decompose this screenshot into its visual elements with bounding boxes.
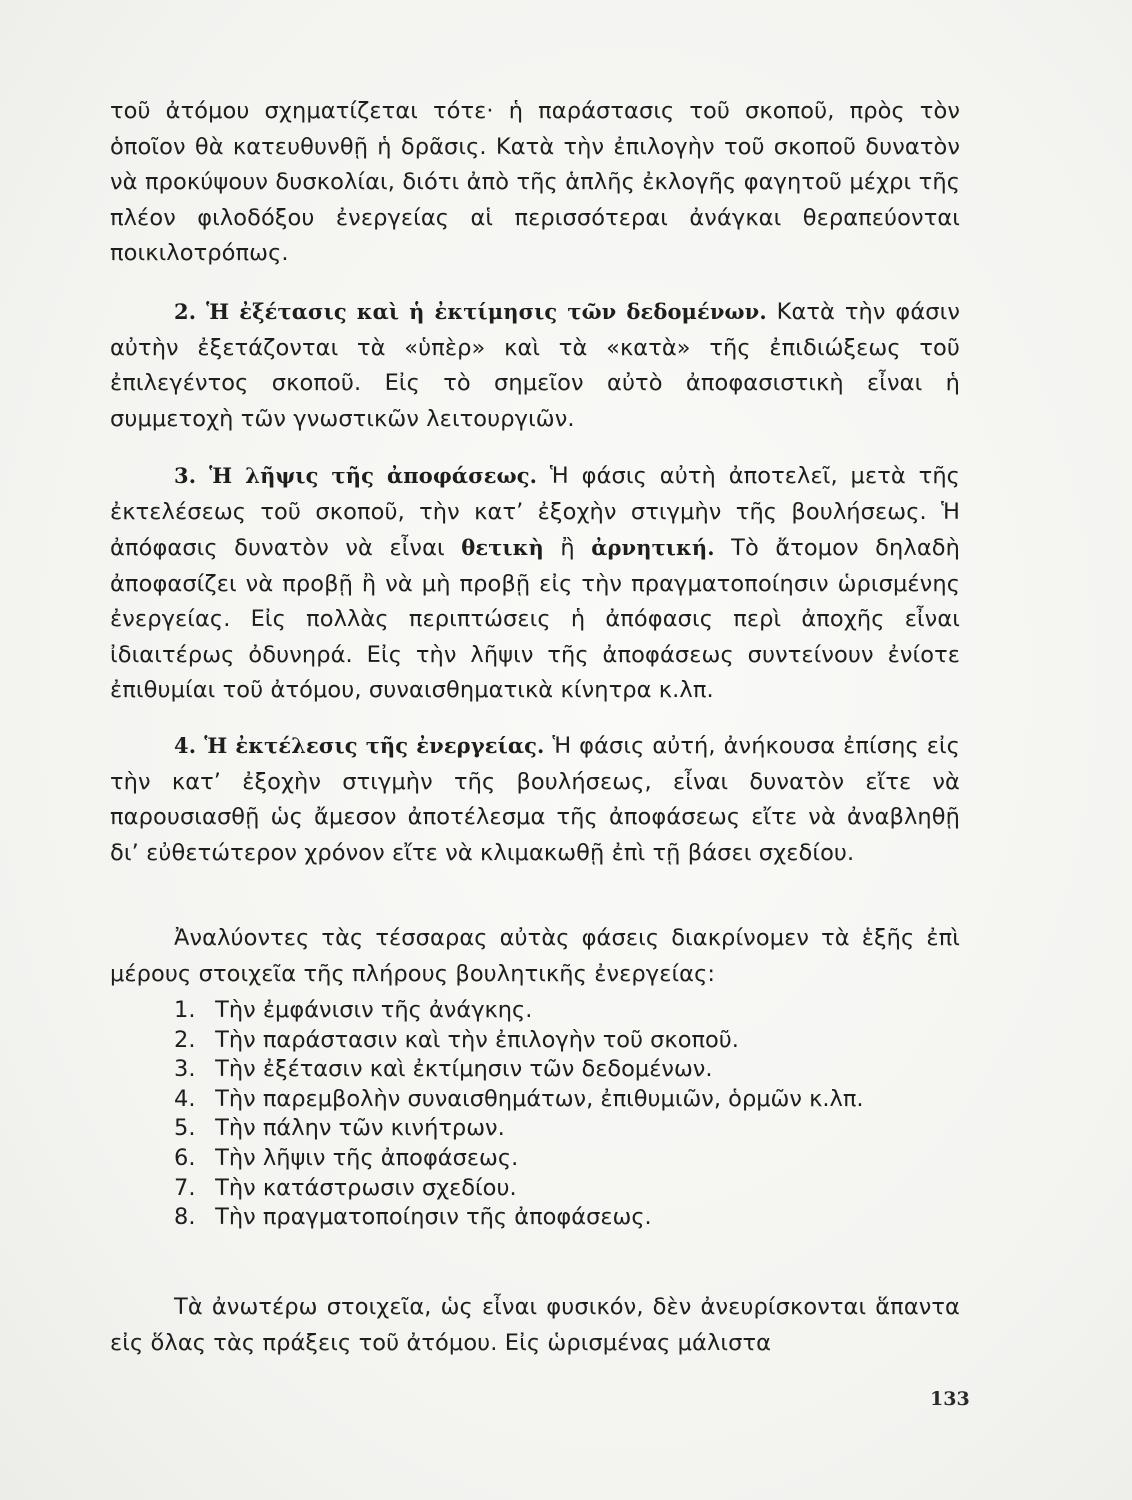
intro-paragraph — [110, 94, 960, 272]
list-item — [174, 1174, 864, 1204]
list-item-number: 6. — [174, 1144, 196, 1171]
list-item-text: Τὴν πραγματοποίησιν τῆς ἀποφάσεως. — [215, 1204, 652, 1231]
list-item-number: 1. — [174, 997, 196, 1023]
list-item — [174, 996, 864, 1026]
list-item-number: 2. — [174, 1026, 196, 1053]
section-4-text: Ἡ φάσις αὐτή, ἀνήκουσα ἐπίσης εἰς τὴν κατ’ ἐξοχὴν στιγμὴν τῆς βουλήσεως, εἶναι δυνατὸν εἴτε νὰ παρουσιασθῇ ὡς ἄμεσον ἀποτέλεσμα τῆς ἀποφάσεως εἴτε νὰ ἀναβληθῇ δι’ εὐθετώτερον χρόνον εἴτε νὰ κλιμακωθῇ ἐπὶ τῇ βάσει σχεδίου. — [110, 733, 960, 866]
final-text: Τὰ ἀνωτέρω στοιχεῖα, ὡς εἶναι φυσικόν, δὲν ἀνευρίσκονται ἅπαντα εἰς ὅλας τὰς πράξεις τοῦ ἀτόμου. Εἰς ὡρισμένας μάλιστα — [110, 1294, 960, 1356]
section-3-text-a: Ἡ φάσις αὐτὴ ἀποτελεῖ, μετὰ τῆς ἐκτελέσεως τοῦ σκοποῦ, τὴν κατ’ ἐξοχὴν στιγμὴν τῆς βουλήσεως. Ἡ ἀπόφασις δυνατὸν νὰ εἶναι — [110, 463, 960, 561]
section-2-body — [110, 294, 960, 437]
term-positive: θετικὴ — [461, 535, 544, 560]
list-item-number: 7. — [174, 1174, 196, 1201]
section-2-heading: 2. Ἡ ἐξέτασις καὶ ἡ ἐκτίμησις τῶν δεδομένων. — [174, 299, 767, 324]
list-item — [174, 1055, 864, 1085]
section-4-heading: 4. Ἡ ἐκτέλεσις τῆς ἐνεργείας. — [174, 733, 545, 758]
list-item-text: Τὴν ἐμφάνισιν τῆς ἀνάγκης. — [215, 997, 533, 1023]
list-item — [174, 1144, 864, 1174]
section-4-paragraph — [110, 728, 960, 871]
list-item-text: Τὴν κατάστρωσιν σχεδίου. — [215, 1174, 517, 1201]
list-item — [174, 1085, 864, 1115]
term-negative: ἀρνητική. — [591, 535, 715, 560]
list-item — [174, 1203, 864, 1233]
list-item-number: 5. — [174, 1115, 196, 1142]
section-3-paragraph — [110, 458, 960, 709]
section-3-heading: 3. Ἡ λῆψις τῆς ἀποφάσεως. — [174, 463, 538, 488]
list-item-number: 3. — [174, 1056, 196, 1083]
list-item-text: Τὴν παρεμβολὴν συναισθημάτων, ἐπιθυμιῶν, ὁρμῶν κ.λπ. — [215, 1085, 864, 1112]
section-3-text-b: ἢ — [543, 535, 592, 561]
section-3-body — [110, 458, 960, 709]
section-2-paragraph — [110, 294, 960, 437]
section-3-text-c: Τὸ ἄτομον δηλαδὴ ἀποφασίζει νὰ προβῇ ἢ νὰ μὴ προβῇ εἰς τὴν πραγματοποίησιν ὡρισμένης ἐνεργείας. Εἰς πολλὰς περιπτώσεις ἡ ἀπόφασις περὶ ἀποχῆς εἶναι ἰδιαιτέρως ὀδυνηρά. Εἰς τὴν λῆψιν τῆς ἀποφάσεως συντείνουν ἐνίοτε ἐπιθυμίαι τοῦ ἀτόμου, συναισθηματικὰ κίνητρα κ.λπ. — [110, 535, 960, 703]
list-item-text: Τὴν λῆψιν τῆς ἀποφάσεως. — [215, 1144, 519, 1171]
section-2-text: Κατὰ τὴν φάσιν αὐτὴν ἐξετάζονται τὰ «ὑπὲρ» καὶ τὰ «κατὰ» τῆς ἐπιδιώξεως τοῦ ἐπιλεγέντος σκοποῦ. Εἰς τὸ σημεῖον αὐτὸ ἀποφασιστικὴ εἶναι ἡ συμμετοχὴ τῶν γνωστικῶν λειτουργιῶν. — [110, 299, 960, 432]
step-list — [174, 996, 864, 1233]
summary-paragraph — [110, 921, 960, 992]
list-item-text: Τὴν ἐξέτασιν καὶ ἐκτίμησιν τῶν δεδομένων. — [215, 1056, 713, 1083]
final-paragraph — [110, 1290, 960, 1361]
list-item — [174, 1026, 864, 1056]
list-item-text: Τὴν παράστασιν καὶ τὴν ἐπιλογὴν τοῦ σκοποῦ. — [215, 1026, 739, 1053]
list-item-number: 4. — [174, 1085, 196, 1112]
list-item — [174, 1114, 864, 1144]
page-number: 133 — [930, 1388, 970, 1410]
summary-text: Ἀναλύοντες τὰς τέσσαρας αὐτὰς φάσεις διακρίνομεν τὰ ἑξῆς ἐπὶ μέρους στοιχεῖα τῆς πλήρους βουλητικῆς ἐνεργείας: — [110, 925, 960, 987]
list-item-text: Τὴν πάλην τῶν κινήτρων. — [215, 1115, 505, 1142]
section-4-body — [110, 728, 960, 871]
intro-text: τοῦ ἀτόμου σχηματίζεται τότε· ἡ παράστασις τοῦ σκοποῦ, πρὸς τὸν ὁποῖον θὰ κατευθυνθῇ ἡ δρᾶσις. Κατὰ τὴν ἐπιλογὴν τοῦ σκοποῦ δυνατὸν νὰ προκύψουν δυσκολίαι, διότι ἀπὸ τῆς ἁπλῆς ἐκλογῆς φαγητοῦ μέχρι τῆς πλέον φιλοδόξου ἐνεργείας αἱ περισσότεραι ἀνάγκαι θεραπεύονται ποικιλοτρόπως. — [110, 98, 960, 266]
list-item-number: 8. — [174, 1204, 196, 1231]
